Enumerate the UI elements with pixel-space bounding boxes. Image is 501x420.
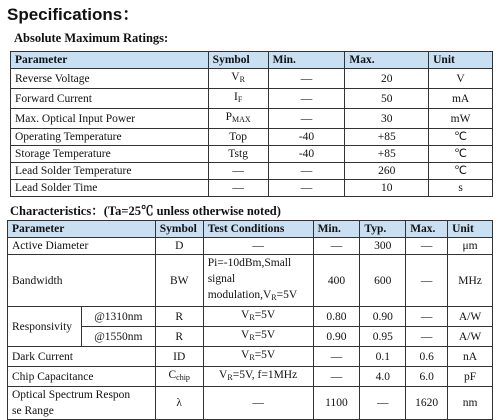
cell-cond: — <box>203 238 313 255</box>
characteristics-table <box>7 220 493 420</box>
cell-cond: $V_R=5V$ <box>203 327 313 347</box>
cell-typ: 4.0 <box>360 367 406 387</box>
cell-param: Chip Capacitance <box>8 367 156 387</box>
cell-typ: 0.1 <box>360 347 406 367</box>
cell-max: — <box>406 327 448 347</box>
table-row <box>8 387 493 420</box>
cell-min: — <box>268 109 345 129</box>
cell-min: 0.90 <box>313 327 360 347</box>
header-symbol: Symbol <box>155 221 203 238</box>
cell-param: Reverse Voltage <box>11 69 209 89</box>
header-test-conditions: Test Conditions <box>203 221 313 238</box>
cell-max: 260 <box>345 163 429 180</box>
abs-max-title: Absolute Maximum Ratings: <box>14 31 169 45</box>
table-row <box>11 146 493 163</box>
header-unit: Unit <box>448 221 493 238</box>
cell-symbol: $C_{chip}$ <box>155 367 203 387</box>
cell-symbol: — <box>208 180 268 197</box>
cell-min: -40 <box>268 146 345 163</box>
table-row <box>11 180 493 197</box>
cell-cond: $V_R=5V$ <box>203 307 313 327</box>
cell-min: 1100 <box>313 387 360 420</box>
header-min: Min. <box>313 221 360 238</box>
cell-max: — <box>406 307 448 327</box>
table-row <box>8 347 493 367</box>
table-row <box>11 129 493 146</box>
table-row <box>8 367 493 387</box>
cell-unit: A/W <box>448 307 493 327</box>
cell-wavelength: @1310nm <box>81 307 155 327</box>
header-min: Min. <box>268 52 345 69</box>
cell-min: 0.80 <box>313 307 360 327</box>
cell-typ: 300 <box>360 238 406 255</box>
table-row <box>11 69 493 89</box>
cell-param: Lead Solder Temperature <box>11 163 209 180</box>
cell-min: — <box>313 367 360 387</box>
cell-max: +85 <box>345 146 429 163</box>
cell-param: Operating Temperature <box>11 129 209 146</box>
header-max: Max. <box>345 52 429 69</box>
cell-param: Lead Solder Time <box>11 180 209 197</box>
cell-symbol: R <box>155 307 203 327</box>
cell-typ: 0.90 <box>360 307 406 327</box>
header-typ: Typ. <box>360 221 406 238</box>
cell-min: — <box>268 89 345 109</box>
table-row <box>8 238 493 255</box>
cell-symbol: ID <box>155 347 203 367</box>
cell-unit: ℃ <box>429 163 493 180</box>
cell-param: Active Diameter <box>8 238 156 255</box>
header-symbol: Symbol <box>208 52 268 69</box>
cell-max: 20 <box>345 69 429 89</box>
cell-max: 1620 <box>406 387 448 420</box>
cell-max: 50 <box>345 89 429 109</box>
table-row <box>11 109 493 129</box>
cell-param: Optical Spectrum Respon se Range <box>8 387 156 420</box>
header-unit: Unit <box>429 52 493 69</box>
header-max: Max. <box>406 221 448 238</box>
cell-min: — <box>313 238 360 255</box>
cell-max: 10 <box>345 180 429 197</box>
cell-unit: s <box>429 180 493 197</box>
cell-min: — <box>268 180 345 197</box>
cell-min: — <box>268 69 345 89</box>
cell-symbol: $V_R$ <box>208 69 268 89</box>
header-parameter: Parameter <box>8 221 156 238</box>
cell-typ: — <box>360 387 406 420</box>
page-title: Specifications： <box>7 5 140 24</box>
cell-max: 0.6 <box>406 347 448 367</box>
cell-max: 6.0 <box>406 367 448 387</box>
cell-symbol: D <box>155 238 203 255</box>
cell-unit: μm <box>448 238 493 255</box>
cell-min: — <box>313 347 360 367</box>
cell-symbol: $I_F$ <box>208 89 268 109</box>
abs-max-table <box>10 51 493 197</box>
cell-symbol: Tstg <box>208 146 268 163</box>
cell-unit: A/W <box>448 327 493 347</box>
cell-unit: V <box>429 69 493 89</box>
cell-min: -40 <box>268 129 345 146</box>
cell-cond: — <box>203 387 313 420</box>
cell-unit: pF <box>448 367 493 387</box>
cell-typ: 0.95 <box>360 327 406 347</box>
table-row <box>11 89 493 109</box>
cell-symbol: BW <box>155 255 203 307</box>
cell-symbol: — <box>208 163 268 180</box>
cell-wavelength: @1550nm <box>81 327 155 347</box>
cell-max: — <box>406 255 448 307</box>
cell-min: 400 <box>313 255 360 307</box>
cell-unit: mA <box>429 89 493 109</box>
table-header-row <box>11 52 493 69</box>
cell-max: +85 <box>345 129 429 146</box>
cell-symbol: λ <box>155 387 203 420</box>
cell-symbol: R <box>155 327 203 347</box>
cell-symbol: Top <box>208 129 268 146</box>
cell-param: Dark Current <box>8 347 156 367</box>
cell-unit: mW <box>429 109 493 129</box>
cell-max: 30 <box>345 109 429 129</box>
table-row <box>11 163 493 180</box>
cell-unit: ℃ <box>429 129 493 146</box>
cell-unit: ℃ <box>429 146 493 163</box>
cell-param: Bandwidth <box>8 255 156 307</box>
cell-unit: MHz <box>448 255 493 307</box>
cell-cond: $V_R=5V$, f=1MHz <box>203 367 313 387</box>
cell-max: — <box>406 238 448 255</box>
cell-param: Responsivity <box>8 307 82 347</box>
cell-unit: nA <box>448 347 493 367</box>
table-row <box>8 255 493 307</box>
table-header-row <box>8 221 493 238</box>
cell-param: Storage Temperature <box>11 146 209 163</box>
cell-cond: $V_R=5V$ <box>203 347 313 367</box>
cell-param: Forward Current <box>11 89 209 109</box>
header-parameter: Parameter <box>11 52 209 69</box>
characteristics-title: Characteristics：(Ta=25℃ unless otherwise noted) <box>10 204 281 218</box>
table-row <box>8 307 493 327</box>
cell-min: — <box>268 163 345 180</box>
cell-param: Max. Optical Input Power <box>11 109 209 129</box>
cell-cond: Pi=-10dBm,Small signal $modulation,V_R=5V$ <box>203 255 313 307</box>
cell-typ: 600 <box>360 255 406 307</box>
cell-symbol: $P_{MAX}$ <box>208 109 268 129</box>
cell-unit: nm <box>448 387 493 420</box>
